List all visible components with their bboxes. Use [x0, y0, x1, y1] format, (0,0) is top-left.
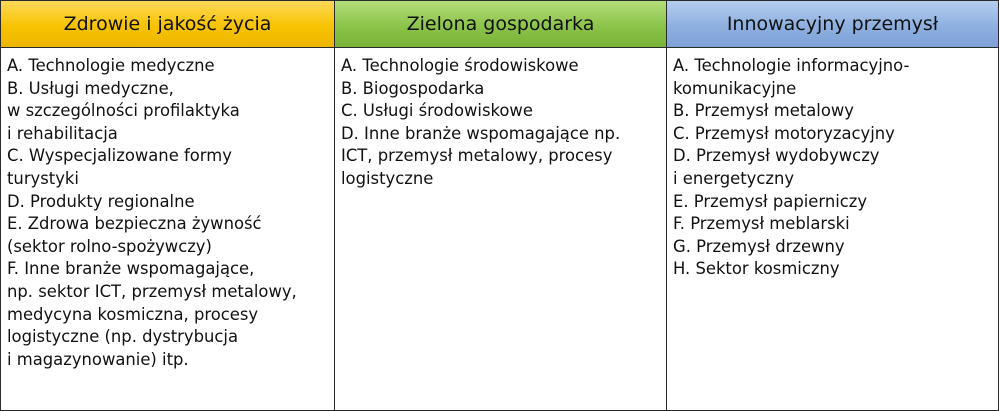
header-health-quality-of-life: Zdrowie i jakość życia — [1, 1, 334, 47]
items-list-industry — [673, 55, 992, 281]
list-item: B. Przemysł metalowy — [673, 101, 854, 121]
header-row — [1, 1, 998, 48]
list-item: A. Technologie medyczne — [7, 56, 215, 75]
list-item: H. Sektor kosmiczny — [673, 259, 840, 279]
list-item: B. Usługi medyczne, w szczególności profilaktyka i rehabilitacja — [7, 78, 240, 143]
list-item: G. Przemysł drzewny — [673, 236, 845, 256]
cell-health-quality-of-life — [1, 48, 334, 410]
list-item: D. Inne branże wspomagające np. ICT, przemysł metalowy, procesy logistyczne — [341, 123, 621, 188]
list-item: A. Technologie informacyjno- komunikacyjne — [673, 56, 910, 98]
list-item: B. Biogospodarka — [341, 78, 485, 98]
header-green-economy: Zielona gospodarka — [334, 1, 666, 47]
list-item: E. Zdrowa bezpieczna żywność (sektor rolno-spożywczy) — [7, 214, 262, 256]
cell-green-economy — [334, 48, 666, 410]
list-item: E. Przemysł papierniczy — [673, 191, 868, 211]
list-item: C. Wyspecjalizowane formy turystyki — [7, 146, 232, 188]
items-list-green — [341, 55, 660, 191]
list-item: C. Przemysł motoryzacyjny — [673, 123, 895, 143]
list-item: A. Technologie środowiskowe — [341, 56, 579, 75]
body-row — [1, 48, 998, 410]
list-item: D. Przemysł wydobywczy i energetyczny — [673, 146, 880, 188]
list-item: F. Inne branże wspomagające, np. sektor ICT, przemysł metalowy, medycyna kosmiczna, procesy logistyczne (np. dystrybucja i magazynowanie) itp. — [7, 259, 297, 369]
header-innovative-industry: Innowacyjny przemysł — [666, 1, 998, 47]
list-item: C. Usługi środowiskowe — [341, 101, 533, 121]
list-item: F. Przemysł meblarski — [673, 214, 850, 234]
list-item: D. Produkty regionalne — [7, 191, 195, 211]
cell-innovative-industry — [666, 48, 998, 410]
items-list-health — [7, 55, 328, 371]
